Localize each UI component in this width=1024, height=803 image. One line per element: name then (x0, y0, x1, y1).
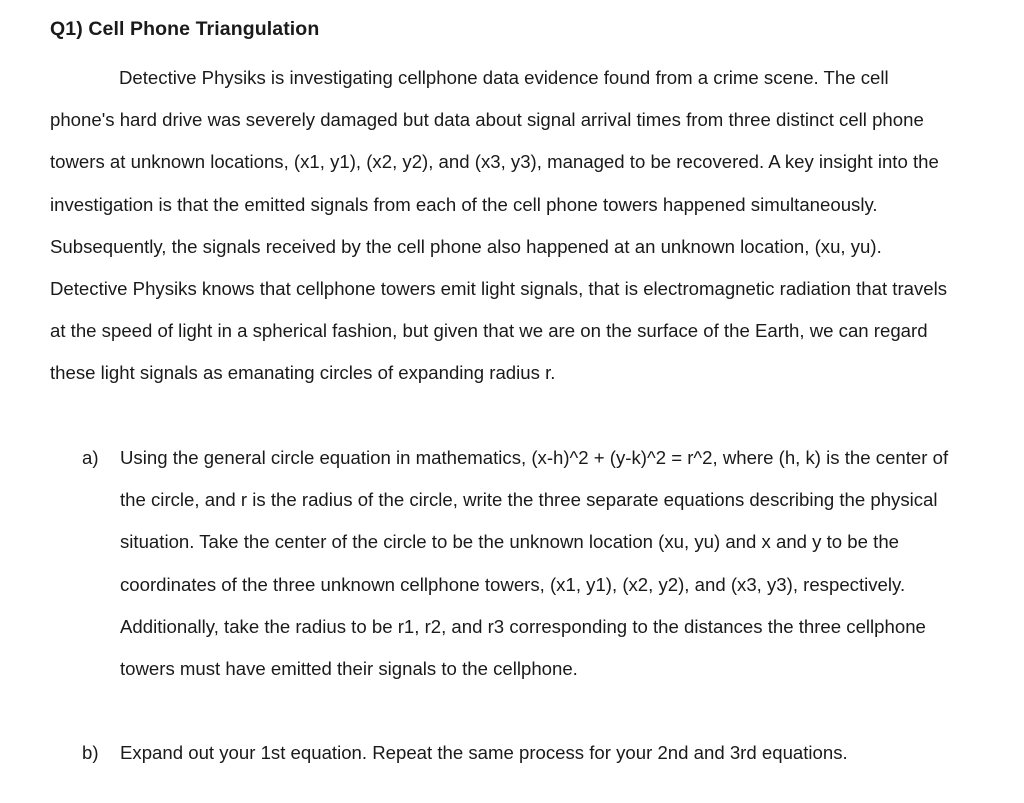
part-a-marker: a) (82, 447, 99, 468)
part-b (50, 732, 960, 774)
part-b-text: Expand out your 1st equation. Repeat the same process for your 2nd and 3rd equations. (120, 742, 848, 763)
part-b-marker: b) (82, 742, 99, 763)
part-a (50, 437, 960, 690)
part-a-text: Using the general circle equation in mathematics, (x-h)^2 + (y-k)^2 = r^2, where (h, k) is the center of the circle, and r is the radius of the circle, write the three separate equations describing the physical situation. Take the center of the circle to be the unknown location (xu, yu) and x and y to be the coordinates of the three unknown cellphone towers, (x1, y1), (x2, y2), and (x3, y3), respectively. Additionally, take the radius to be r1, r2, and r3 corresponding to the distances the three cellphone towers must have emitted their signals to the cellphone. (120, 447, 949, 680)
intro-paragraph: Detective Physiks is investigating cellphone data evidence found from a crime scene. The cell phone's hard drive was severely damaged but data about signal arrival times from three distinct cell phone towers at unknown locations, (x1, y1), (x2, y2), and (x3, y3), managed to be recovered. A key insight into the investigation is that the emitted signals from each of the cell phone towers happened simultaneously. Subsequently, the signals received by the cell phone also happened at an unknown location, (xu, yu). Detective Physiks knows that cellphone towers emit light signals, that is electromagnetic radiation that travels at the speed of light in a spherical fashion, but given that we are on the surface of the Earth, we can regard these light signals as emanating circles of expanding radius r. (50, 67, 948, 384)
question-heading: Q1) Cell Phone Triangulation (50, 18, 320, 40)
